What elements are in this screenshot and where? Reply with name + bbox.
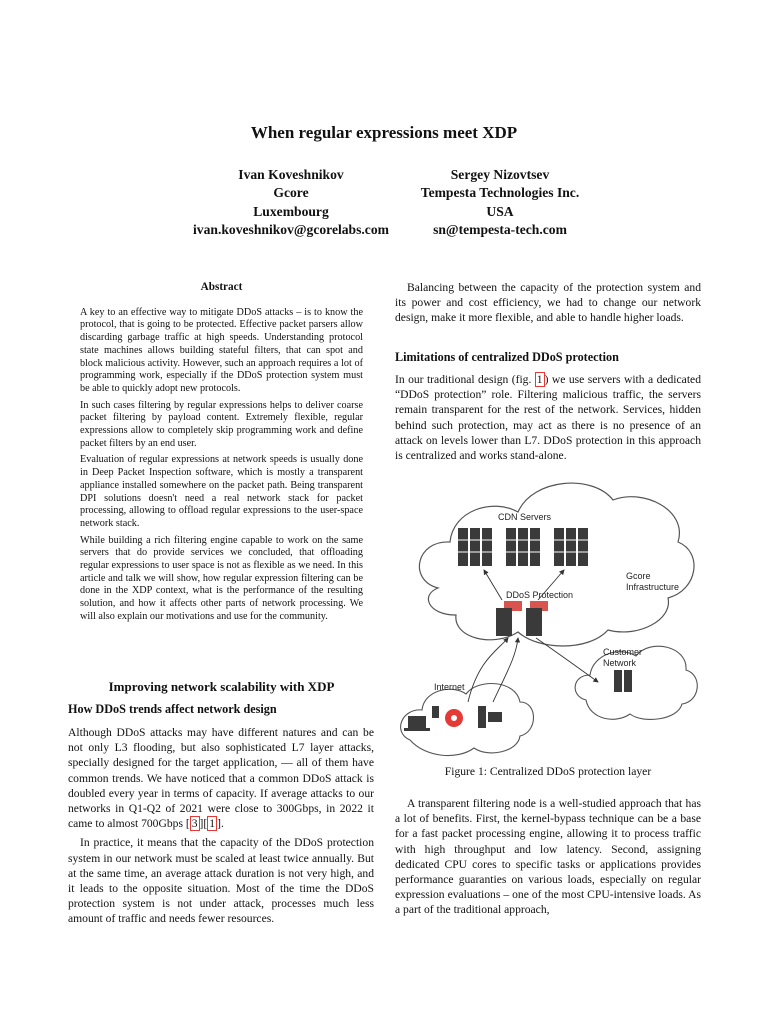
gcore-label: Gcore — [626, 571, 651, 581]
author-affiliation: Gcore — [273, 185, 309, 201]
abstract-heading: Abstract — [200, 281, 243, 293]
body-paragraph — [395, 372, 701, 463]
abstract-paragraph: While building a rich filtering engine capable to work on the same servers that do provide services we concluded, that offloading regular expressions to user space is not as flexible as we need. In this article and talk we will show, how regular expression filtering can be done in the XDP context, what is the performance of the resulting solution, and how it affects other parts of network processing. We will also explain our motivations and use for the community. — [80, 534, 363, 622]
author-name: Ivan Koveshnikov — [238, 167, 344, 182]
author-affiliation: Tempesta Technologies Inc. — [420, 185, 580, 201]
body-paragraph: Although DDoS attacks may have different natures and can be not only L3 flooding, but also sophisticated L7 layer attacks, specially designed for the target application, — all of them have common trends. We have noticed that a common DDoS attack is doubled every year in terms of capacity. If average attacks to our networks in Q1-Q2 of 2021 were close to 300Gbps, in 2022 it came to almost 700Gbps [ 3 ][ 1 ]. — [68, 726, 374, 831]
body-text-right-top — [395, 280, 701, 330]
author-location: Luxembourg — [253, 203, 329, 219]
network-label: Network — [603, 658, 637, 668]
internet-label: Internet — [434, 682, 465, 692]
text-run: . — [220, 817, 224, 831]
customer-network-cloud — [575, 646, 697, 719]
author-name: Sergey Nizovtsev — [450, 167, 550, 182]
paper-title: When regular expressions meet XDP — [250, 123, 518, 142]
author-block — [400, 166, 600, 240]
abstract-paragraph: Evaluation of regular expressions at network speeds is usually done in Deep Packet Inspection software, which is mostly a transparent appliance installed somewhere on the packet path. Being transparent DPI solutions doesn't need a real network stack for packet processing, allowing to offload regular expressions to the user-space network stack. — [80, 454, 363, 529]
text-run: Although DDoS attacks may have different natures and can be not only L3 flooding, but also sophisticated L7 layer attacks, specially designed for the target application, — all of them have common trends. We have noticed that a common DDoS attack is doubled every year in terms of capacity. If average attacks to our networks in Q1-Q2 of 2021 were close to 300Gbps, in 2022 it came to almost 700Gbps — [68, 726, 374, 831]
attacker-icon — [445, 709, 463, 727]
subsection-heading: How DDoS trends affect network design — [68, 702, 277, 716]
citation-link[interactable]: 3 — [191, 817, 198, 831]
author-email[interactable]: ivan.koveshnikov@gcorelabs.com — [193, 222, 389, 238]
cdn-server-icon — [458, 528, 588, 566]
section-heading: Improving network scalability with XDP — [108, 679, 335, 694]
body-paragraph: A transparent filtering node is a well-studied approach that has a lot of benefits. First, the kernel-bypass technique can be a base for a fast packet processing engine, allowing it to process traffic with high throughput and low latency. Second, assigning dedicated CPU cores to specific tasks or applications provides performance guaranties on various loads, especially on regular expression evaluations – one of the most CPU-intensive loads. As a part of the traditional approach, — [395, 797, 701, 917]
phone-icon — [432, 706, 439, 718]
text-run: In our traditional design (fig. — [395, 373, 535, 386]
body-text-right-bottom — [395, 796, 701, 922]
figure-ref-link[interactable]: 1 — [536, 373, 543, 386]
text-run: ) we use servers with a dedicated “DDoS protection” role. Filtering malicious traffic, the servers remain transparent for the rest of the network. Services, hidden behind such protection, may act as there is no presence of an attack on levels lower than L7. DDoS protection in this approach is centralized and works stand-alone. — [395, 373, 701, 463]
body-paragraph: Balancing between the capacity of the protection system and its power and cost efficiency, we had to change our network design, make it more flexible, and able to handle higher loads. — [395, 281, 701, 325]
infrastructure-label: Infrastructure — [626, 582, 680, 592]
author-block — [176, 166, 406, 240]
body-text-left — [68, 725, 374, 931]
cdn-servers-label: CDN Servers — [498, 512, 552, 522]
body-paragraph: In practice, it means that the capacity of the DDoS protection system in our network must be scaled at least twice annually. But at the same time, an average attack duration is not very high, and it leads to the opposite situation. Most of the time the DDoS protection system is not under attack, processes much less amount of traffic and needs fewer resources. — [68, 836, 374, 926]
customer-label: Customer — [603, 647, 643, 657]
abstract-paragraph: A key to an effective way to mitigate DDoS attacks – is to know the protocol, that is going to be protected. Effective packet parsers allow discarding garbage traffic at high speeds. Understanding protocol state machines allows building stateful filters, that can spot and block malicious activity. However, such an approach requires a lot of programming work, especially if the DDoS protection system must be able to quickly adopt new protocols. — [80, 306, 363, 394]
figure-caption: Figure 1: Centralized DDoS protection layer — [444, 765, 652, 778]
network-diagram — [398, 470, 700, 770]
body-text-right-mid — [395, 372, 701, 467]
author-location: USA — [486, 203, 514, 219]
ddos-protection-label: DDoS Protection — [506, 590, 574, 600]
subsection-heading: Limitations of centralized DDoS protection — [395, 350, 619, 364]
abstract — [80, 281, 363, 628]
abstract-paragraph: In such cases filtering by regular expressions helps to deliver coarse packet filtering by payload content. Extremely flexible, regular expressions allow to completely skip programming work and define packet filters by an end user. — [80, 399, 363, 449]
author-email[interactable]: sn@tempesta-tech.com — [433, 222, 567, 238]
citation-link[interactable]: 1 — [209, 817, 216, 831]
